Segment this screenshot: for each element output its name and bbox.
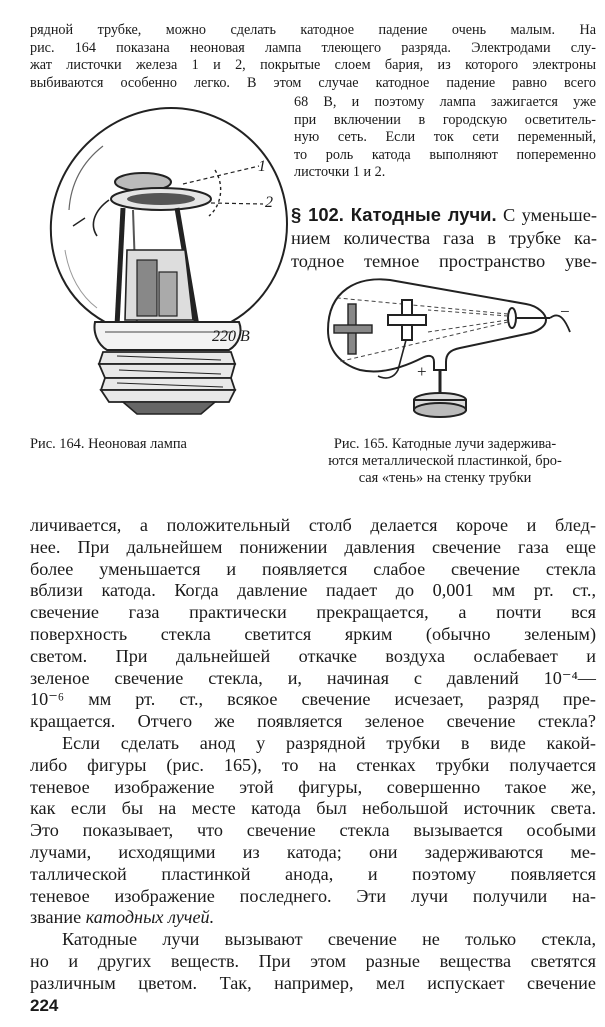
text-line: 10⁻⁶ мм рт. ст., всякое свечение исчезает, разряд пре- — [30, 689, 596, 710]
term-cathode-rays: катодных лучей. — [85, 907, 215, 928]
text-line: нием количества газа в трубке ка- — [291, 228, 597, 248]
text-line: Это показывает, что свечение стекла вызывается особыми — [30, 820, 596, 841]
text-line: выбиваются особенно легко. В этом случае катодное падение равно всего — [30, 74, 596, 91]
cathode-ray-tube-figure — [298, 270, 588, 420]
text-line: тодное темное пространство уве- — [291, 251, 597, 271]
body-paragraph-1 — [30, 515, 596, 733]
text-line: С уменьше- — [502, 205, 597, 225]
figure164-label-1: 1 — [258, 158, 266, 175]
caption-line: ются металлической пластинкой, бро- — [328, 453, 562, 469]
text-line: рис. 164 показана неоновая лампа тлеющего разряда. Электродами слу- — [30, 39, 596, 56]
text-line: но и других веществ. При этом разные вещества светятся — [30, 950, 596, 971]
figure164-voltage-mark: 220 В — [212, 328, 250, 345]
text-run: звание — [30, 907, 86, 928]
text-line: свечение газа практически прекращается, а почти вся — [30, 602, 596, 623]
text-line: теневое изображение последнего. Эти лучи получили на- — [30, 885, 596, 906]
text-line: зеленое свечение стекла, и, начиная с давлений 10⁻⁴— — [30, 667, 596, 688]
right-paragraph — [294, 94, 596, 182]
top-paragraph — [30, 22, 596, 92]
text-line: 68 В, и поэтому лампа зажигается уже — [294, 94, 596, 110]
section-heading: § 102. Катодные лучи. — [291, 204, 497, 225]
figure164-caption — [30, 436, 280, 453]
caption-line: Рис. 165. Катодные лучи задержива- — [333, 436, 557, 452]
text-line: различным цветом. Так, например, мел испускает свечение — [30, 972, 596, 993]
text-line: Катодные лучи вызывают свечение не только стекла, — [62, 929, 596, 949]
page-number: 224 — [30, 996, 59, 1015]
caption-line: сая «тень» на стенку трубки — [358, 470, 532, 486]
text-line: более уменьшается и появляется слабое свечение стекла — [30, 558, 596, 579]
text-line: ную сеть. Если ток сети переменный, — [294, 129, 596, 146]
text-line: светом. При дальнейшей откачке воздуха ослабевает и — [30, 645, 596, 666]
figure164-label-2: 2 — [265, 194, 273, 211]
text-line: рядной трубке, можно сделать катодное падение очень малым. На — [30, 22, 596, 38]
text-line: нее. При дальнейшем понижении давления свечение газа еще — [30, 536, 596, 557]
text-line: листочки 1 и 2. — [294, 164, 386, 181]
section-intro — [291, 203, 597, 273]
figure165-plus-sign: + — [417, 362, 427, 381]
text-line: теневое изображение этой фигуры, совершенно такое же, — [30, 776, 596, 797]
text-line: как если бы на месте катода был небольшой источник света. — [30, 798, 596, 819]
text-line: таллической пластинкой анода, и поэтому появляется — [30, 863, 596, 884]
text-line: жат листочки железа 1 и 2, покрытые слоем бария, из которого электроны — [30, 57, 596, 74]
text-line-last — [30, 907, 596, 929]
figure165-caption — [292, 436, 598, 487]
text-line: то роль катода выполняют попеременно — [294, 146, 596, 163]
text-line: кращается. Отчего же появляется зеленое свечение стекла? — [30, 711, 596, 732]
text-line: поверхность стекла светится ярким (обычно зеленым) — [30, 623, 596, 644]
text-line: либо фигуры (рис. 165), то на стенках трубки получается — [30, 754, 596, 775]
caption-line: Рис. 164. Неоновая лампа — [30, 436, 187, 452]
figure165-minus-sign: − — [560, 302, 570, 321]
body-paragraph-3 — [30, 929, 596, 994]
text-line: вблизи катода. Когда давление падает до 0,001 мм рт. ст., — [30, 580, 596, 601]
section-first-line — [291, 203, 597, 227]
text-line: при включении в городскую осветитель- — [294, 111, 596, 128]
text-line: Если сделать анод у разрядной трубки в виде какой- — [62, 733, 596, 753]
body-paragraph-2 — [30, 733, 596, 929]
text-line: личивается, а положительный столб делается короче и блед- — [30, 515, 596, 535]
neon-lamp-figure — [25, 100, 315, 440]
text-line: лучами, исходящими из катода; они задерживаются ме- — [30, 841, 596, 862]
